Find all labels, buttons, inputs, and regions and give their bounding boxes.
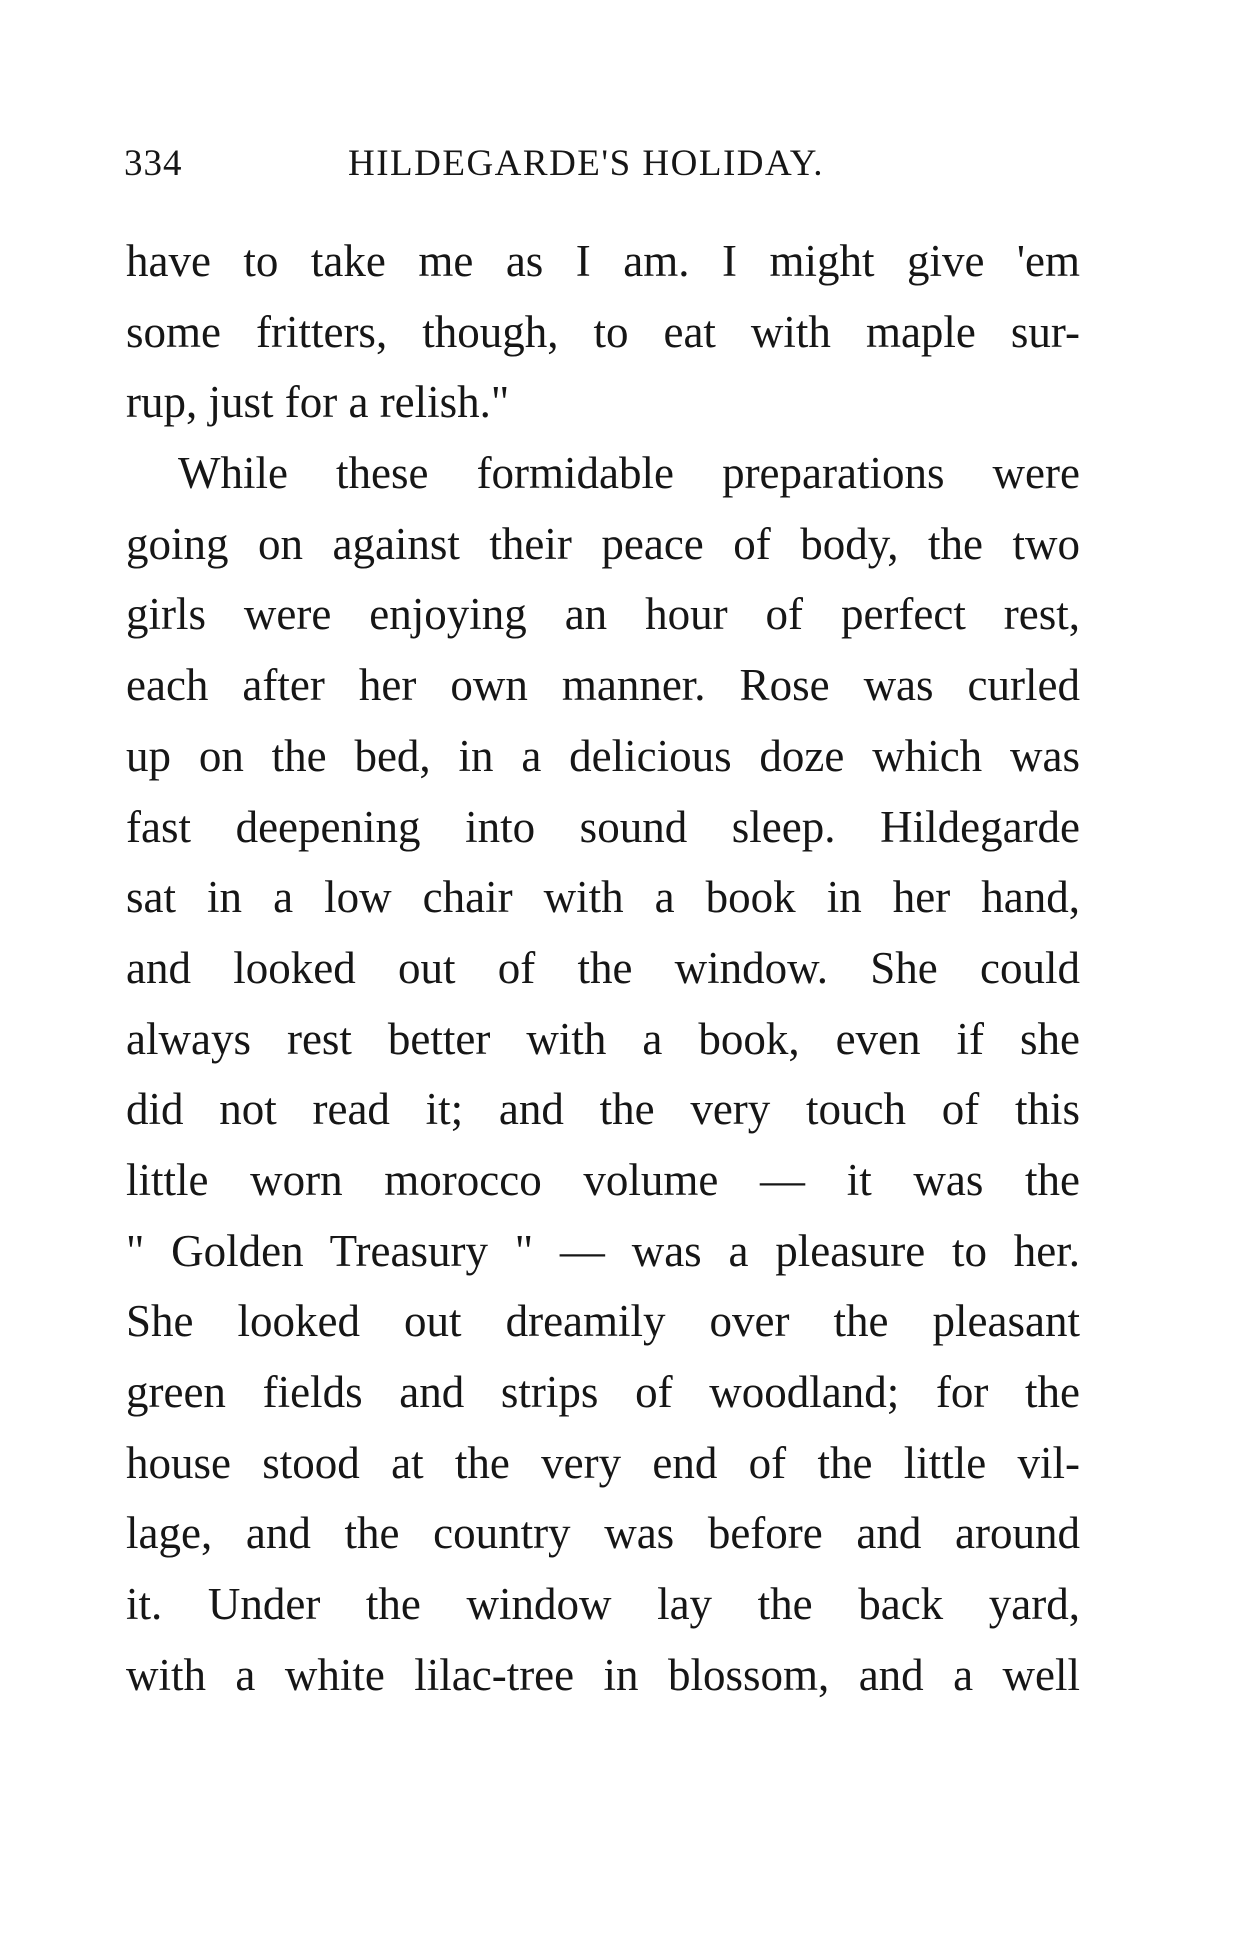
text-line: rup, just for a relish.": [126, 377, 510, 428]
text-line: always rest better with a book, even if she: [126, 1013, 1080, 1064]
running-title: HILDEGARDE'S HOLIDAY.: [348, 143, 825, 184]
text-line: have to take me as I am. I might give 'em: [126, 236, 1080, 286]
text-line: did not read it; and the very touch of this: [126, 1084, 1080, 1135]
text-line: " Golden Treasury " — was a pleasure to her.: [126, 1225, 1080, 1276]
running-head: [124, 142, 1084, 190]
page-number: 334: [124, 143, 183, 184]
text-line: each after her own manner. Rose was curled: [126, 660, 1080, 711]
body-text: [126, 226, 1080, 1710]
text-line: with a white lilac-tree in blossom, and a well: [126, 1649, 1080, 1700]
text-line: girls were enjoying an hour of perfect rest,: [126, 589, 1080, 640]
paragraph-start-line: While these formidable preparations were: [178, 448, 1080, 499]
text-line: little worn morocco volume — it was the: [126, 1154, 1080, 1205]
text-line: lage, and the country was before and around: [126, 1508, 1080, 1559]
text-line: fast deepening into sound sleep. Hildegarde: [126, 801, 1080, 852]
text-line: She looked out dreamily over the pleasant: [126, 1296, 1080, 1347]
text-line: some fritters, though, to eat with maple sur-: [126, 306, 1080, 357]
text-line: and looked out of the window. She could: [126, 942, 1080, 993]
text-line: house stood at the very end of the little vil-: [126, 1437, 1080, 1488]
text-line: up on the bed, in a delicious doze which was: [126, 730, 1080, 781]
text-line: it. Under the window lay the back yard,: [126, 1579, 1080, 1630]
text-line: going on against their peace of body, the two: [126, 518, 1080, 569]
text-line: sat in a low chair with a book in her hand,: [126, 872, 1080, 923]
text-line: green fields and strips of woodland; for the: [126, 1367, 1080, 1417]
